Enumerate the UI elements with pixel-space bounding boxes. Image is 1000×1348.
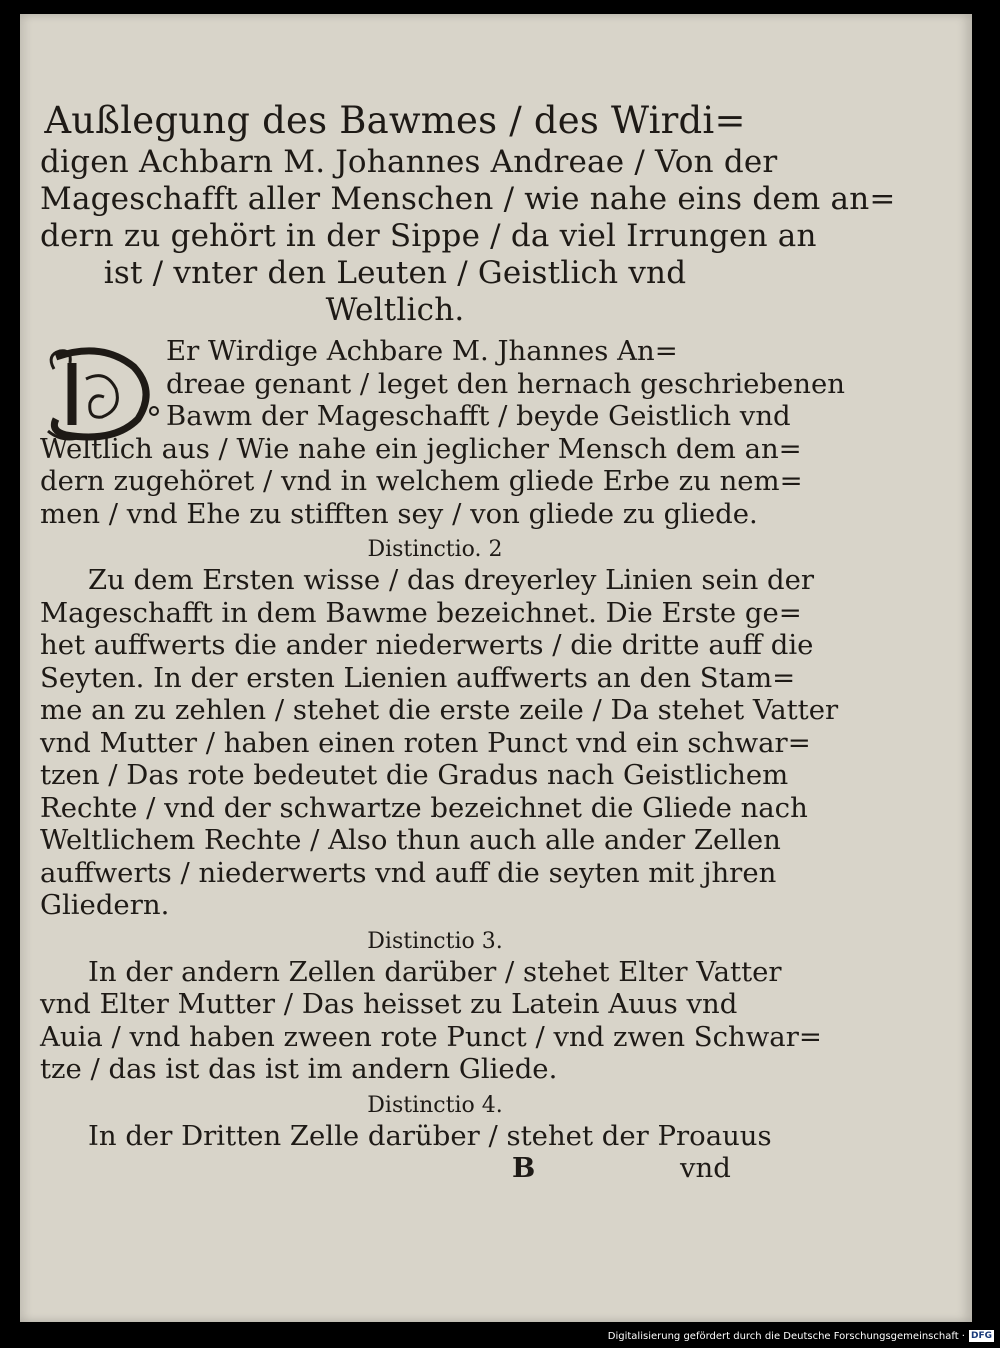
text-line: Mageschafft in dem Bawme bezeichnet. Die Erste ge=	[40, 596, 802, 629]
section-heading: Distinctio 3.	[367, 928, 503, 954]
text-line: Gliedern.	[40, 889, 170, 921]
text-line: Bawm der Mageschafft / beyde Geistlich vnd	[166, 400, 791, 432]
title-line: digen Achbarn M. Johannes Andreae / Von der	[40, 144, 778, 180]
text-line: dern zugehöret / vnd in welchem gliede Erbe zu nem=	[40, 465, 803, 497]
text-line: Seyten. In der ersten Lienien auffwerts an den Stam=	[40, 661, 796, 694]
digitization-credit	[608, 1328, 994, 1344]
text-line: men / vnd Ehe zu stifften sey / von gliede zu gliede.	[40, 497, 758, 530]
text-line: auffwerts / niederwerts vnd auff die seyten mit jhren	[40, 856, 777, 889]
section-distinctio-4	[40, 1092, 772, 1153]
signature-mark: B	[512, 1152, 536, 1184]
text-line: dreae genant / leget den hernach geschriebenen	[166, 367, 845, 400]
title-line: Weltlich.	[325, 292, 465, 328]
section-distinctio-2	[40, 536, 839, 922]
section-distinctio-3	[40, 928, 822, 1086]
text-line: In der Dritten Zelle darüber / stehet der Proauus	[88, 1119, 772, 1152]
text-line: Weltlich aus / Wie nahe ein jeglicher Mensch dem an=	[40, 432, 802, 465]
credit-text: Digitalisierung gefördert durch die Deutsche Forschungsgemeinschaft ·	[607, 1330, 965, 1342]
text-line: me an zu zehlen / stehet die erste zeile / Da stehet Vatter	[40, 694, 839, 726]
decorated-initial-d-icon	[42, 339, 160, 445]
catchline	[40, 1152, 750, 1184]
book-page	[20, 14, 972, 1322]
title-line: Außlegung des Bawmes / des Wirdi=	[44, 99, 746, 142]
text-line: In der andern Zellen darüber / stehet Elter Vatter	[88, 955, 782, 988]
title-line: dern zu gehört in der Sippe / da viel Irrungen an	[40, 218, 817, 254]
text-line: Rechte / vnd der schwartze bezeichnet die Gliede nach	[40, 791, 808, 824]
text-line: vnd Elter Mutter / Das heisset zu Latein Auus vnd	[40, 988, 738, 1020]
catchword: vnd	[680, 1152, 731, 1184]
dfg-logo: DFG	[970, 1331, 992, 1341]
text-line: Zu dem Ersten wisse / das dreyerley Linien sein der	[88, 564, 815, 596]
title-line: Mageschafft aller Menschen / wie nahe eins dem an=	[40, 181, 896, 217]
text-line: tzen / Das rote bedeutet die Gradus nach Geistlichem	[40, 759, 789, 791]
text-line: Weltlichem Rechte / Also thun auch alle ander Zellen	[40, 824, 781, 856]
title-line: ist / vnter den Leuten / Geistlich vnd	[103, 255, 687, 291]
section-heading: Distinctio. 2	[367, 537, 503, 562]
text-line: Auia / vnd haben zween rote Punct / vnd zwen Schwar=	[40, 1020, 822, 1053]
text-block	[40, 98, 896, 1184]
text-line: Er Wirdige Achbare M. Jhannes An=	[166, 335, 678, 367]
section-heading: Distinctio 4.	[367, 1092, 503, 1118]
text-line: het auffwerts die ander niederwerts / die dritte auff die	[40, 629, 814, 661]
text-line: tze / das ist das ist im andern Gliede.	[40, 1053, 558, 1085]
text-line: vnd Mutter / haben einen roten Punct vnd ein schwar=	[40, 726, 811, 759]
page-title	[40, 98, 896, 329]
intro-paragraph	[40, 335, 845, 530]
